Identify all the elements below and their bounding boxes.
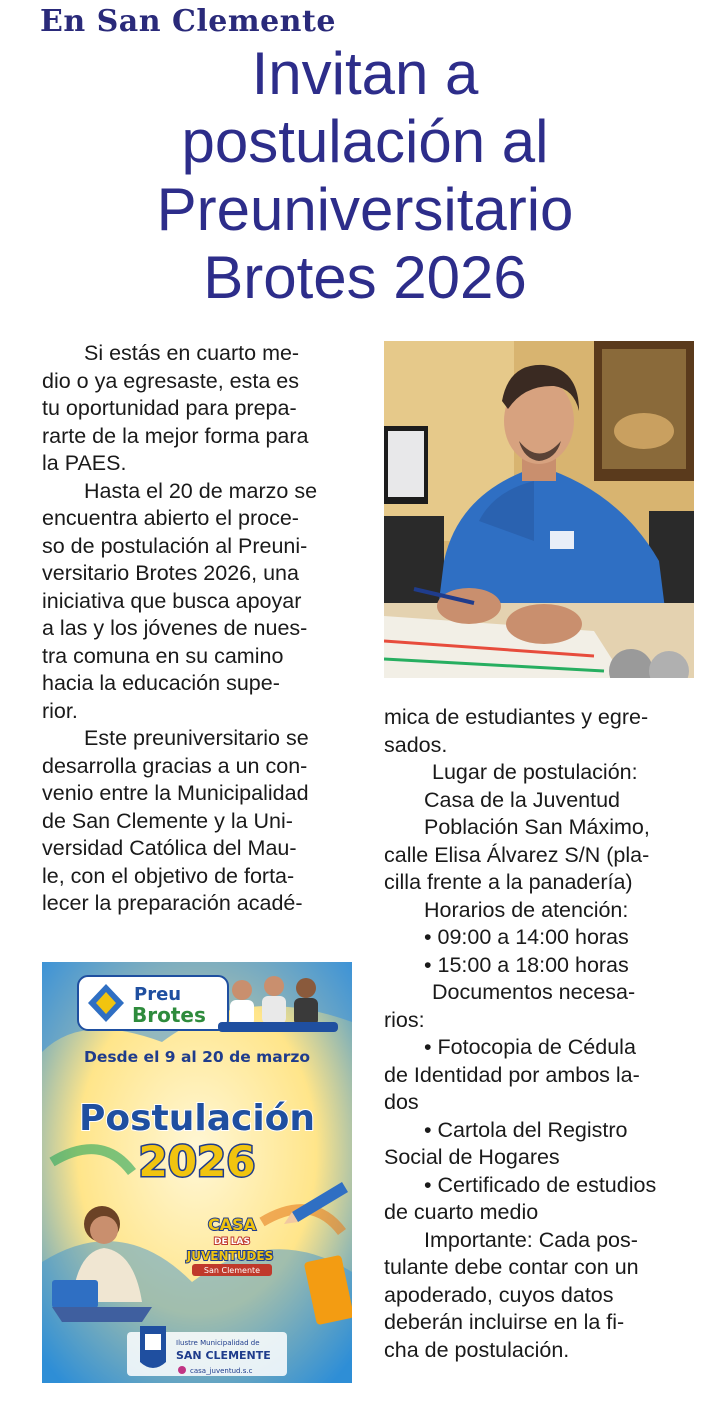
photo-illustration [384,341,694,678]
paragraph: Este preuniversitario se desarrolla gracias a un con- venio entre la Municipalidad de San Clemente y la Uni- versidad Católica del Mau- le, con el objetivo de forta- lecer la preparación acadé- [42,726,309,915]
headline-line: Invitan a [251,40,479,107]
poster-title-2: 2026 [138,1137,256,1186]
list-item: • 09:00 a 14:00 horas [424,925,629,949]
headline [60,40,670,312]
poster-casa-2: DE LAS [214,1237,250,1247]
poster-social: casa_juventud.s.c [190,1367,253,1375]
documentos-block: Documentos necesa- rios: • Fotocopia de Cédula de Identidad por ambos la- dos • Cartola del Registro Social de Hogares • Certificado de estudios de cuarto medio [384,979,694,1227]
lugar-block: Lugar de postulación: Casa de la Juventud Población San Máximo, calle Elisa Álvarez S/N (pla- cilla frente a la panadería) [384,760,650,894]
poster-brand-bottom: Brotes [132,1003,206,1027]
poster-casa-4: San Clemente [203,1266,261,1275]
poster-brand-top: Preu [134,984,182,1005]
horarios-block: Horarios de atención: • 09:00 a 14:00 horas • 15:00 a 18:00 horas [384,897,694,980]
list-item: • Cartola del Registro Social de Hogares [384,1117,628,1169]
list-item: • Certificado de estudios de cuarto medio [384,1172,657,1224]
list-item: • 15:00 a 18:00 horas [424,952,629,977]
poster-dates: Desde el 9 al 20 de marzo [83,1048,311,1066]
poster-muni-small: Ilustre Municipalidad de [176,1339,260,1347]
poster-casa-3: JUVENTUDES [186,1249,274,1263]
poster-casa-1: CASA [207,1215,257,1234]
headline-line: postulación al [181,108,549,175]
paragraph: mica de estudiantes y egre- sados. [384,705,649,757]
poster-muni-big: SAN CLEMENTE [176,1349,271,1362]
article-column-1 [42,340,352,918]
poster-postulacion [42,962,352,1383]
poster-illustration [42,962,352,1383]
headline-line: Brotes 2026 [203,244,527,311]
poster-title-1: Postulación [78,1098,316,1139]
paragraph: Hasta el 20 de marzo se encuentra abierto el proce- so de postulación al Preuni- versitario Brotes 2026, una iniciativa que busca apoyar a las y los jóvenes de nues- tra comuna en su camino hacia la educación supe- rior. [42,478,318,723]
photo-man-at-desk [384,341,694,678]
list-item: • Fotocopia de Cédula de Identidad por ambos la- dos [384,1035,640,1114]
paragraph: Si estás en cuarto me- dio o ya egresaste, esta es tu oportunidad para prepa- rarte de la mejor forma para la PAES. [42,341,309,475]
kicker: En San Clemente [40,4,336,39]
headline-line: Preuniversitario [156,176,574,243]
article-column-2 [384,704,694,1364]
paragraph-importante: Importante: Cada pos- tulante debe contar con un apoderado, cuyos datos deberán incluirse en la fi- cha de postulación. [384,1227,639,1362]
